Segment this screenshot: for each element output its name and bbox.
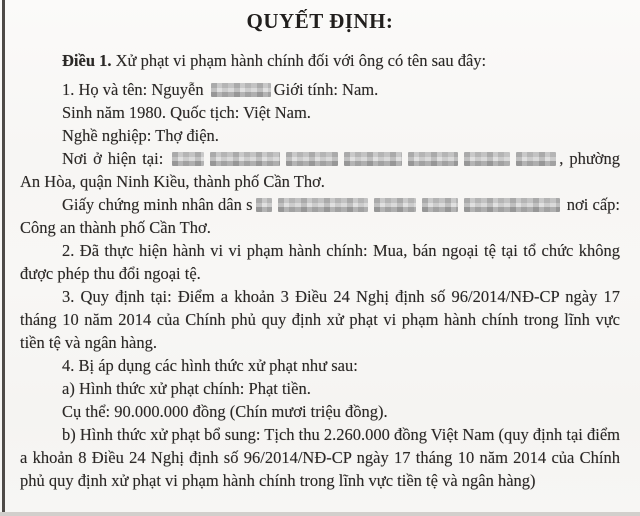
fine-amount-line [20,400,620,423]
document-body [20,49,620,492]
redacted-text [210,152,280,166]
occupation-line [20,124,620,147]
text-run: Giới tính: Nam. [273,80,379,99]
main-penalty-line [20,377,620,400]
text-run: 3. Quy định tại: Điểm a khoản 3 Điều 24 Nghị định số 96/2014/NĐ-CP ngày 17 tháng 10 năm 2014 của Chính phủ quy định xử phạt vi phạm hành chính trong lĩnh vực tiền tệ và ngân hàng. [20,287,620,352]
address-paragraph [20,147,620,193]
penalty-forms-heading [20,354,620,377]
redacted-text [211,83,271,97]
redacted-text [422,198,458,212]
text-run: nơi cấp: Công an thành phố Cần Thơ. [20,195,621,237]
redacted-text [344,152,402,166]
id-card-paragraph [20,193,620,239]
text-run: b) Hình thức xử phạt bổ sung: Tịch thu 2.260.000 đồng Việt Nam (quy định tại điểm a khoản 8 Điều 24 Nghị định số 96/2014/NĐ-CP ngày 17 tháng 10 năm 2014 của Chính phủ quy định xử phạt vi phạm hành chính trong lĩnh vực tiền tệ và ngân hàng) [20,425,620,490]
redacted-text [408,152,458,166]
text-run: a) Hình thức xử phạt chính: Phạt tiền. [62,379,311,398]
text-run: Xử phạt vi phạm hành chính đối với ông có tên sau đây: [111,51,487,70]
redacted-text [464,152,510,166]
redacted-text [172,152,204,166]
redacted-text [464,198,560,212]
document-title: QUYẾT ĐỊNH: [246,9,394,33]
text-run: Nghề nghiệp: Thợ điện. [62,126,219,145]
text-run: Sinh năm 1980. Quốc tịch: Việt Nam. [62,103,311,122]
text-run: 2. Đã thực hiện hành vi vi phạm hành chính: Mua, bán ngoại tệ tại tổ chức không được phép thu đổi ngoại tệ. [20,241,620,283]
redacted-text [516,152,556,166]
additional-penalty-paragraph [20,423,620,492]
redacted-text [374,198,416,212]
full-name-line [20,78,620,101]
birth-nationality-line [20,101,620,124]
regulation-paragraph [20,285,620,354]
text-run: , phường An Hòa, quận Ninh Kiều, thành phố Cần Thơ. [20,149,620,191]
text-run: Nơi ở hiện tại: [62,149,170,168]
text-run: 4. Bị áp dụng các hình thức xử phạt như sau: [62,356,358,375]
violation-paragraph [20,239,620,285]
redacted-text [278,198,368,212]
article-1-heading [20,49,620,72]
page-bottom-edge [0,512,640,516]
page-left-border [2,0,5,516]
redacted-text [286,152,338,166]
text-run: Giấy chứng minh nhân dân s [62,195,253,214]
text-run: 1. Họ và tên: Nguyễn [62,80,208,99]
bold-text-run: Điều 1. [62,51,112,70]
text-run: Cụ thể: 90.000.000 đồng (Chín mươi triệu đồng). [62,402,388,421]
redacted-text [256,198,272,212]
